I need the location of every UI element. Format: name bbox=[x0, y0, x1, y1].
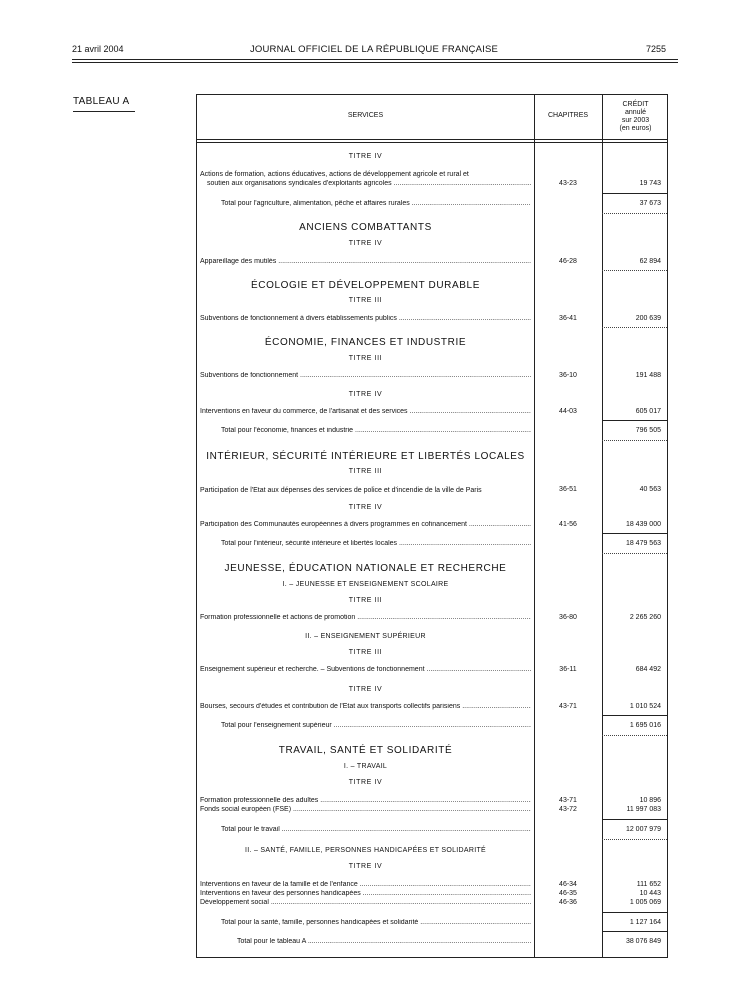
row-label: Actions de formation, actions éducatives, actions de développement agricole et rural et bbox=[200, 171, 469, 178]
total-label: Total pour la santé, famille, personnes handicapées et solidarité ..... bbox=[221, 919, 531, 926]
chapitre-code: 36-80 bbox=[559, 614, 577, 621]
titre-heading: TITRE IV bbox=[348, 391, 383, 398]
chapitre-code: 36-11 bbox=[559, 666, 577, 673]
header-page-number: 7255 bbox=[646, 44, 667, 54]
chapitre-code: 46-35 bbox=[559, 890, 577, 897]
chapitre-code: 36-51 bbox=[559, 486, 577, 493]
credit-amount: 11 997 083 bbox=[626, 806, 661, 813]
credit-amount: 62 894 bbox=[639, 258, 661, 265]
total-label: Total pour l'agriculture, alimentation, pêche et affaires rurales ..... bbox=[221, 200, 531, 207]
credit-amount: 111 652 bbox=[636, 881, 661, 888]
chapitre-code: 36-41 bbox=[559, 315, 577, 322]
credit-line: annulé bbox=[624, 109, 647, 116]
amount-underline bbox=[602, 327, 667, 328]
credit-amount: 684 492 bbox=[635, 666, 661, 673]
row-label: Formation professionnelle et actions de promotion ..... bbox=[200, 614, 531, 621]
credit-amount: 2 265 260 bbox=[629, 614, 661, 621]
chapitre-code: 36-10 bbox=[559, 372, 577, 379]
credit-amount: 1 005 069 bbox=[629, 899, 661, 906]
titre-heading: TITRE IV bbox=[348, 686, 383, 693]
total-underline bbox=[602, 839, 667, 840]
subsection-heading: I. – TRAVAIL bbox=[343, 763, 388, 770]
section-heading: JEUNESSE, ÉDUCATION NATIONALE ET RECHERCHE bbox=[224, 563, 507, 574]
credit-amount: 605 017 bbox=[635, 408, 661, 415]
header-rule-double bbox=[197, 142, 667, 143]
total-label: Total pour le travail ..... bbox=[221, 826, 531, 833]
total-label: Total pour l'économie, finances et industrie ..... bbox=[221, 427, 531, 434]
row-label: Bourses, secours d'études et contribution de l'Etat aux transports collectifs parisiens ..... bbox=[200, 703, 531, 710]
titre-heading: TITRE III bbox=[348, 597, 383, 604]
row-label: Participation de l'Etat aux dépenses des services de police et d'incendie de la ville de Paris bbox=[200, 487, 482, 494]
amount-underline bbox=[602, 270, 667, 271]
credit-amount: 19 743 bbox=[639, 180, 661, 187]
row-label: Développement social ..... bbox=[200, 899, 531, 906]
row-label: Interventions en faveur de la famille et de l'enfance ..... bbox=[200, 881, 531, 888]
total-rule bbox=[602, 533, 667, 534]
subsection-heading: II. – SANTÉ, FAMILLE, PERSONNES HANDICAPÉES ET SOLIDARITÉ bbox=[244, 847, 487, 854]
titre-heading: TITRE III bbox=[348, 355, 383, 362]
total-amount: 1 695 016 bbox=[629, 722, 661, 729]
total-label: Total pour l'enseignement supérieur ..... bbox=[221, 722, 531, 729]
column-header-chapitres: CHAPITRES bbox=[547, 112, 589, 119]
total-amount: 1 127 164 bbox=[629, 919, 661, 926]
titre-heading: TITRE IV bbox=[348, 779, 383, 786]
total-underline bbox=[602, 213, 667, 214]
chapitre-code: 46-34 bbox=[559, 881, 577, 888]
chapitre-code: 46-28 bbox=[559, 258, 577, 265]
total-rule bbox=[602, 819, 667, 820]
credit-amount: 18 439 000 bbox=[625, 521, 661, 528]
header-rule bbox=[72, 59, 678, 60]
chapitre-code: 41-56 bbox=[559, 521, 577, 528]
grand-total-amount: 38 076 849 bbox=[625, 938, 661, 945]
titre-heading: TITRE IV bbox=[348, 153, 383, 160]
row-label: Formation professionnelle des adultes ..... bbox=[200, 797, 531, 804]
total-underline bbox=[602, 553, 667, 554]
credit-line: CRÉDIT bbox=[622, 101, 649, 108]
section-heading: INTÉRIEUR, SÉCURITÉ INTÉRIEURE ET LIBERTÉS LOCALES bbox=[206, 451, 525, 462]
credit-amount: 191 488 bbox=[635, 372, 661, 379]
total-label: Total pour l'intérieur, sécurité intérieure et libertés locales ..... bbox=[221, 540, 531, 547]
header-title: JOURNAL OFFICIEL DE LA RÉPUBLIQUE FRANÇAISE bbox=[249, 44, 499, 55]
row-label: Enseignement supérieur et recherche. – Subventions de fonctionnement ..... bbox=[200, 666, 531, 673]
row-label: Subventions de fonctionnement à divers établissements publics ..... bbox=[200, 315, 531, 322]
row-label: Interventions en faveur des personnes handicapées ..... bbox=[200, 890, 531, 897]
credit-line: sur 2003 bbox=[621, 117, 650, 124]
credit-amount: 200 639 bbox=[635, 315, 661, 322]
total-rule bbox=[602, 912, 667, 913]
section-heading: ÉCONOMIE, FINANCES ET INDUSTRIE bbox=[264, 337, 467, 348]
total-rule bbox=[602, 931, 667, 932]
table-label-underline bbox=[73, 111, 135, 112]
total-underline bbox=[602, 735, 667, 736]
total-amount: 12 007 979 bbox=[625, 826, 661, 833]
section-heading: ÉCOLOGIE ET DÉVELOPPEMENT DURABLE bbox=[251, 280, 480, 291]
chapitre-code: 46-36 bbox=[559, 899, 577, 906]
column-header-credit bbox=[602, 101, 669, 133]
total-underline bbox=[602, 440, 667, 441]
titre-heading: TITRE IV bbox=[348, 863, 383, 870]
column-header-services: SERVICES bbox=[347, 112, 384, 119]
total-rule bbox=[602, 420, 667, 421]
titre-heading: TITRE IV bbox=[348, 240, 383, 247]
header-date: 21 avril 2004 bbox=[72, 44, 124, 54]
row-label: Participation des Communautés européennes à divers programmes en cofinancement ..... bbox=[200, 521, 531, 528]
total-rule bbox=[602, 715, 667, 716]
section-heading: ANCIENS COMBATTANTS bbox=[299, 222, 432, 233]
titre-heading: TITRE III bbox=[348, 468, 383, 475]
chapitre-code: 43-71 bbox=[559, 703, 577, 710]
chapitre-code: 44-03 bbox=[559, 408, 577, 415]
total-rule bbox=[602, 193, 667, 194]
titre-heading: TITRE IV bbox=[348, 504, 383, 511]
credit-amount: 40 563 bbox=[639, 486, 661, 493]
credit-amount: 10 896 bbox=[639, 797, 661, 804]
subsection-heading: II. – ENSEIGNEMENT SUPÉRIEUR bbox=[305, 633, 426, 640]
row-label: soutien aux organisations syndicales d'exploitants agricoles ..... bbox=[207, 180, 531, 187]
chapitre-code: 43-23 bbox=[559, 180, 577, 187]
section-heading: TRAVAIL, SANTÉ ET SOLIDARITÉ bbox=[278, 745, 453, 756]
titre-heading: TITRE III bbox=[348, 297, 383, 304]
row-label: Appareillage des mutilés ..... bbox=[200, 258, 531, 265]
row-label: Subventions de fonctionnement ..... bbox=[200, 372, 531, 379]
total-amount: 796 505 bbox=[635, 427, 661, 434]
chapitre-code: 43-71 bbox=[559, 797, 577, 804]
grand-total-label: Total pour le tableau A ..... bbox=[237, 938, 531, 945]
subsection-heading: I. – JEUNESSE ET ENSEIGNEMENT SCOLAIRE bbox=[282, 581, 449, 588]
tableau-a bbox=[196, 94, 668, 958]
total-amount: 18 479 563 bbox=[625, 540, 661, 547]
chapitre-code: 43-72 bbox=[559, 806, 577, 813]
credit-line: (en euros) bbox=[619, 125, 652, 132]
row-label: Interventions en faveur du commerce, de l'artisanat et des services ..... bbox=[200, 408, 531, 415]
header-rule-double bbox=[72, 62, 678, 63]
table-label: TABLEAU A bbox=[73, 96, 130, 107]
total-amount: 37 673 bbox=[639, 200, 661, 207]
credit-amount: 1 010 524 bbox=[629, 703, 661, 710]
credit-amount: 10 443 bbox=[639, 890, 661, 897]
header-rule bbox=[197, 139, 667, 140]
row-label: Fonds social européen (FSE) ..... bbox=[200, 806, 531, 813]
titre-heading: TITRE III bbox=[348, 649, 383, 656]
